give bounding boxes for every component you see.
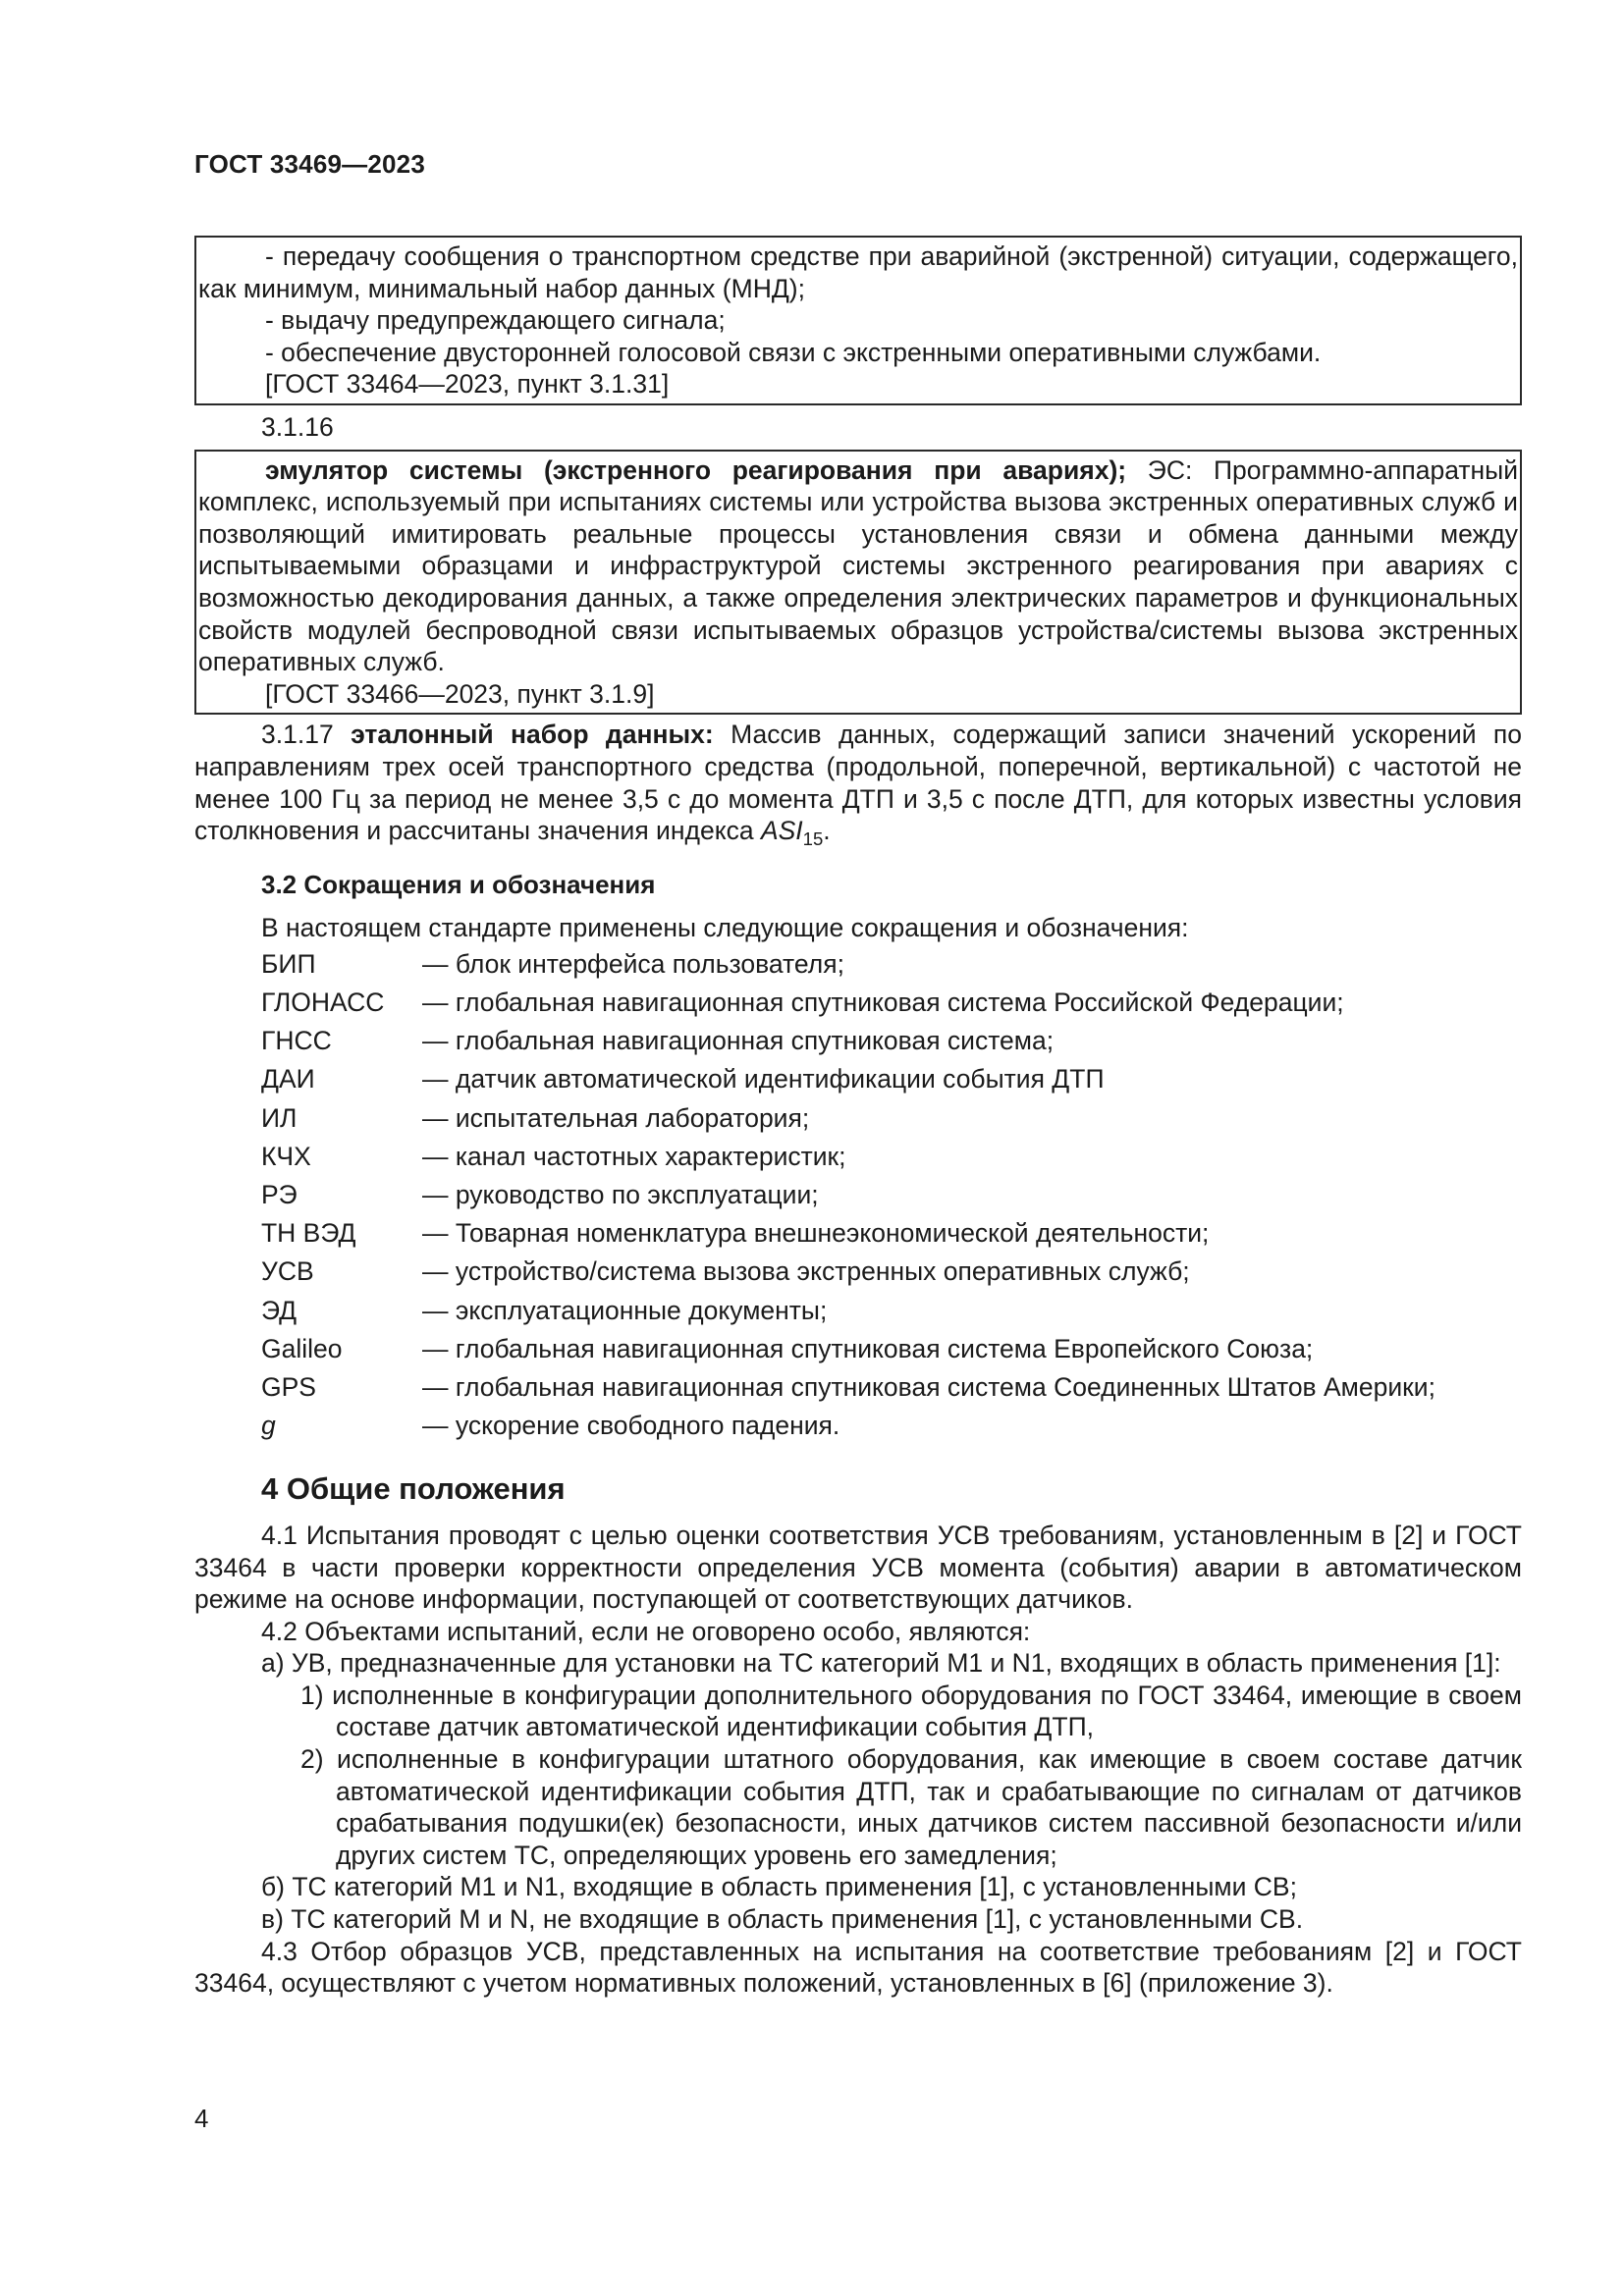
- paragraph-4-1: 4.1 Испытания проводят с целью оценки соответствия УСВ требованиям, установленным в [2] и ГОСТ 33464 в части проверки корректности определения УСВ момента (события) аварии в автоматическом режиме на основе информации, поступающей от соответствующих датчиков.: [194, 1520, 1522, 1615]
- abbreviation-description: — блок интерфейса пользователя;: [422, 948, 844, 979]
- paragraph-4-3: 4.3 Отбор образцов УСВ, представленных на испытания на соответствие требованиям [2] и ГОСТ 33464, осуществляют с учетом нормативных положений, установленных в [6] (приложение 3).: [194, 1936, 1522, 1999]
- clause-3-1-17-end: .: [823, 816, 831, 846]
- clause-3-1-16-reference: [ГОСТ 33466—2023, пункт 3.1.9]: [265, 678, 655, 709]
- abbreviation-term: БИП: [261, 948, 316, 979]
- abbreviation-term: РЭ: [261, 1180, 298, 1209]
- abbreviation-term: ДАИ: [261, 1064, 315, 1095]
- abbreviation-row: [261, 1410, 1435, 1448]
- term-reference-dataset: эталонный набор данных:: [351, 720, 714, 750]
- abbreviation-row: [261, 1217, 1435, 1255]
- abbreviation-term: ЭД: [261, 1295, 298, 1325]
- abbreviation-term: ИЛ: [261, 1102, 298, 1133]
- box1-line-3: - обеспечение двусторонней голосовой связи с экстренными оперативными службами.: [265, 337, 1322, 367]
- abbreviation-description: — ускорение свободного падения.: [422, 1411, 840, 1441]
- page-number: 4: [194, 2104, 209, 2133]
- abbreviation-row: [261, 1179, 1435, 1217]
- abbreviation-row: [261, 1025, 1435, 1063]
- section-title-4: 4 Общие положения: [261, 1471, 566, 1507]
- abbreviation-term: УСВ: [261, 1256, 314, 1287]
- abbreviation-term: ГЛОНАСС: [261, 988, 385, 1018]
- page-content: [194, 236, 1522, 2000]
- clause-3-1-16-text: [196, 454, 1520, 678]
- list-item-v: в) ТС категорий М и N, не входящие в область применения [1], с установленными СВ.: [261, 1904, 1304, 1935]
- box1-line-2: - выдачу предупреждающего сигнала;: [265, 305, 726, 336]
- term-emulator: эмулятор системы (экстренного реагирования при авариях);: [265, 454, 1127, 485]
- paragraph-4-2: 4.2 Объектами испытаний, если не оговорено особо, являются:: [261, 1616, 1031, 1646]
- abbreviation-description: — глобальная навигационная спутниковая система Соединенных Штатов Америки;: [422, 1371, 1435, 1402]
- definition-box-3-1-16: [194, 450, 1522, 716]
- abbreviation-term: ТН ВЭД: [261, 1218, 356, 1249]
- box1-line-1: - передачу сообщения о транспортном средстве при аварийной (экстренной) ситуации, содержащего, как минимум, минимальный набор данных (МНД);: [198, 241, 1518, 303]
- abbreviation-row: [261, 1255, 1435, 1294]
- abbreviation-row: [261, 1371, 1435, 1410]
- asi-subscript: 15: [802, 828, 824, 850]
- abbreviations-intro: В настоящем стандарте применены следующие сокращения и обозначения:: [261, 913, 1189, 943]
- definition-box-3-1-15-end: [194, 236, 1522, 405]
- clause-number-3-1-17: 3.1.17: [261, 720, 352, 750]
- abbreviation-term: КЧХ: [261, 1141, 311, 1171]
- abbreviation-description: — канал частотных характеристик;: [422, 1141, 846, 1171]
- list-item-b: б) ТС категорий М1 и N1, входящие в область применения [1], с установленными СВ;: [261, 1872, 1297, 1902]
- document-header: ГОСТ 33469—2023: [194, 149, 425, 179]
- clause-number-3-1-16: 3.1.16: [261, 411, 334, 442]
- abbreviation-term: ГНСС: [261, 1026, 332, 1056]
- abbreviation-row: [261, 1063, 1435, 1101]
- abbreviation-row: [261, 987, 1435, 1025]
- abbreviation-description: — Товарная номенклатура внешнеэкономической деятельности;: [422, 1218, 1210, 1249]
- clause-3-1-17: [194, 719, 1522, 850]
- abbreviation-row: [261, 1295, 1435, 1333]
- abbreviation-row: [261, 1141, 1435, 1179]
- abbreviation-description: — руководство по эксплуатации;: [422, 1180, 819, 1209]
- list-item-a-2: 2) исполненные в конфигурации штатного оборудования, как имеющие в своем составе датчик автоматической идентификации события ДТП, так и срабатывающие по сигналам от датчиков срабатывания подушки(ек) безопасности, иных датчиков систем пассивной безопасности и/или других систем ТС, определяющих уровень его замедления;: [300, 1744, 1522, 1870]
- box1-reference: [ГОСТ 33464—2023, пункт 3.1.31]: [265, 369, 670, 400]
- abbreviation-row: [261, 1102, 1435, 1141]
- abbreviation-description: — глобальная навигационная спутниковая система;: [422, 1026, 1055, 1056]
- abbreviation-term: Galileo: [261, 1333, 343, 1363]
- abbreviation-description: — глобальная навигационная спутниковая система Европейского Союза;: [422, 1333, 1314, 1363]
- abbreviation-term: GPS: [261, 1371, 316, 1402]
- list-item-a-1: 1) исполненные в конфигурации дополнительного оборудования по ГОСТ 33464, имеющие в своем составе датчик автоматической идентификации события ДТП,: [300, 1680, 1522, 1742]
- abbreviation-description: — глобальная навигационная спутниковая система Российской Федерации;: [422, 988, 1344, 1018]
- asi-symbol: ASI: [760, 816, 803, 846]
- abbreviation-description: — испытательная лаборатория;: [422, 1102, 810, 1133]
- subsection-title-3-2: 3.2 Сокращения и обозначения: [261, 869, 656, 899]
- definition-emulator: ЭС: Программно-аппаратный комплекс, используемый при испытаниях системы или устройства вызова экстренных оперативных служб и позволяющий имитировать реальные процессы установления связи и обмена данными между испытываемыми образцами и инфраструктурой системы экстренного реагирования при авариях с возможностью декодирования данных, а также определения электрических параметров и функциональных свойств модулей беспроводной связи испытываемых образцов устройства/системы вызова экстренных оперативных служб.: [198, 454, 1518, 677]
- abbreviation-description: — датчик автоматической идентификации события ДТП: [422, 1064, 1105, 1095]
- abbreviations-table: [261, 948, 1435, 1448]
- abbreviation-description: — устройство/система вызова экстренных оперативных служб;: [422, 1256, 1190, 1287]
- list-item-a: а) УВ, предназначенные для установки на ТС категорий М1 и N1, входящих в область применения [1]:: [261, 1648, 1501, 1679]
- abbreviation-row: [261, 1333, 1435, 1371]
- abbreviation-term: g: [261, 1411, 276, 1441]
- definition-reference-dataset: Массив данных, содержащий записи значений ускорений по направлениям трех осей транспортного средства (продольной, поперечной, вертикальной) с частотой не менее 100 Гц за период не менее 3,5 с до момента ДТП и 3,5 с после ДТП, для которых известны условия столкновения и рассчитаны значения индекса: [194, 720, 1522, 846]
- abbreviation-row: [261, 948, 1435, 987]
- abbreviation-description: — эксплуатационные документы;: [422, 1295, 828, 1325]
